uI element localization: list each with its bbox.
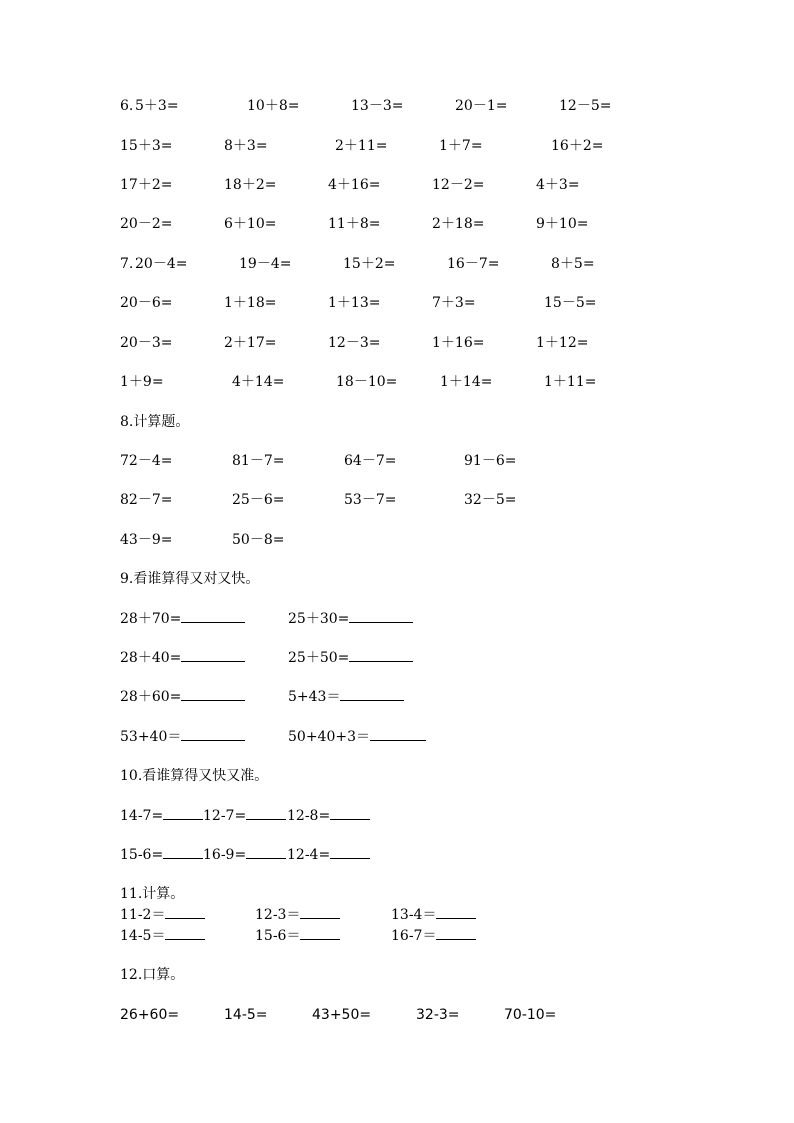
q6-item: 12－5= [559,98,612,114]
q10-expression: 12-7= [203,808,247,824]
answer-blank[interactable] [340,686,404,701]
q7-item: 12－3= [328,335,381,351]
q10-expression: 12-4= [287,847,331,863]
q12-item: 70-10= [504,1007,557,1023]
q12-title: 12.口算。 [120,967,185,983]
q8-title: 8.计算题。 [120,414,190,430]
q7-item: 1＋12= [536,335,589,351]
q8-item: 81－7= [232,453,285,469]
q8-item: 43－9= [120,532,173,548]
q7-item: 1＋11= [544,374,597,390]
q7-item: 20－3= [120,335,173,351]
q7-item: 1＋9= [120,374,164,390]
q9-item [120,647,245,669]
q10-item [120,844,203,866]
q6-item: 20－1= [455,98,508,114]
q7-item: 7＋3= [432,295,476,311]
answer-blank[interactable] [436,925,476,940]
q9-expression: 5+43＝ [288,689,341,705]
q8-item: 32－5= [464,492,517,508]
q6-item: 20－2= [120,216,173,232]
answer-blank[interactable] [181,647,245,662]
answer-blank[interactable] [163,844,203,859]
answer-blank[interactable] [181,686,245,701]
q9-expression: 53+40＝ [120,729,182,745]
q7-item: 2＋17= [224,335,277,351]
q10-title: 10.看谁算得又快又准。 [120,768,269,784]
q7-item: 20－4= [135,256,188,272]
answer-blank[interactable] [300,904,340,919]
q6-item: 4＋3= [536,177,580,193]
q6-item: 9＋10= [536,216,589,232]
q12-item: 43+50= [312,1007,372,1023]
q8-item: 91－6= [464,453,517,469]
q6-item: 16＋2= [551,138,604,154]
q11-item [255,904,340,926]
q11-expression: 12-3＝ [255,907,301,923]
q11-expression: 14-5＝ [120,928,166,944]
q11-expression: 16-7＝ [391,928,437,944]
q10-item [203,844,286,866]
q6-item: 6＋10= [224,216,277,232]
answer-blank[interactable] [246,805,286,820]
q9-expression: 25＋30= [288,611,350,627]
q11-expression: 13-4＝ [391,907,437,923]
q10-expression: 15-6= [120,847,164,863]
q10-item [287,844,370,866]
q7-item: 19－4= [239,256,292,272]
q9-item [288,647,413,669]
q12-item: 32-3= [416,1007,460,1023]
q11-item [120,904,205,926]
q7-item: 1＋14= [440,374,493,390]
q7-number: 7. [120,256,134,272]
q9-item [288,608,413,630]
q11-expression: 11-2＝ [120,907,166,923]
q11-title: 11.计算。 [120,886,185,902]
q8-item: 82－7= [120,492,173,508]
q9-item [120,686,245,708]
q6-item: 11＋8= [328,216,381,232]
q8-item: 53－7= [344,492,397,508]
q9-expression: 28＋70= [120,611,182,627]
q9-expression: 28＋40= [120,650,182,666]
answer-blank[interactable] [330,844,370,859]
q9-title: 9.看谁算得又对又快。 [120,571,260,587]
q10-expression: 16-9= [203,847,247,863]
q10-item [287,805,370,827]
answer-blank[interactable] [181,608,245,623]
q9-expression: 50+40+3＝ [288,729,370,745]
q7-item: 1＋13= [328,295,381,311]
q9-item [120,608,245,630]
q6-item: 13－3= [351,98,404,114]
answer-blank[interactable] [165,925,205,940]
q9-expression: 25＋50= [288,650,350,666]
q8-item: 25－6= [232,492,285,508]
answer-blank[interactable] [300,925,340,940]
q6-item: 8＋3= [224,138,268,154]
q9-expression: 28＋60= [120,689,182,705]
q7-item: 8＋5= [551,256,595,272]
q11-item [255,925,340,947]
q11-item [391,904,476,926]
answer-blank[interactable] [349,608,413,623]
q7-item: 20－6= [120,295,173,311]
q6-item: 18＋2= [224,177,277,193]
answer-blank[interactable] [349,647,413,662]
q6-item: 2＋18= [432,216,485,232]
q6-item: 5＋3= [135,98,179,114]
q7-item: 4＋14= [232,374,285,390]
q7-item: 1＋18= [224,295,277,311]
answer-blank[interactable] [165,904,205,919]
q9-item [288,686,404,708]
q8-item: 50－8= [232,532,285,548]
q6-item: 10＋8= [247,98,300,114]
q10-expression: 14-7= [120,808,164,824]
answer-blank[interactable] [163,805,203,820]
q11-expression: 15-6＝ [255,928,301,944]
answer-blank[interactable] [330,805,370,820]
answer-blank[interactable] [370,726,426,741]
q7-item: 1＋16= [432,335,485,351]
q6-item: 2＋11= [335,138,388,154]
answer-blank[interactable] [246,844,286,859]
q6-item: 17＋2= [120,177,173,193]
q8-item: 64－7= [344,453,397,469]
q10-item [203,805,286,827]
answer-blank[interactable] [181,726,245,741]
q6-item: 1＋7= [439,138,483,154]
q9-item [120,726,245,748]
q10-expression: 12-8= [287,808,331,824]
q9-item [288,726,426,748]
q7-item: 18－10= [336,374,398,390]
q7-item: 15－5= [544,295,597,311]
q12-item: 14-5= [224,1007,268,1023]
q6-item: 15＋3= [120,138,173,154]
q10-item [120,805,203,827]
q12-item: 26+60= [120,1007,180,1023]
answer-blank[interactable] [436,904,476,919]
q11-item [391,925,476,947]
q8-item: 72－4= [120,453,173,469]
q6-item: 4＋16= [328,177,381,193]
q7-item: 16－7= [447,256,500,272]
q6-number: 6. [120,98,134,114]
q7-item: 15＋2= [343,256,396,272]
q11-item [120,925,205,947]
q6-item: 12－2= [432,177,485,193]
